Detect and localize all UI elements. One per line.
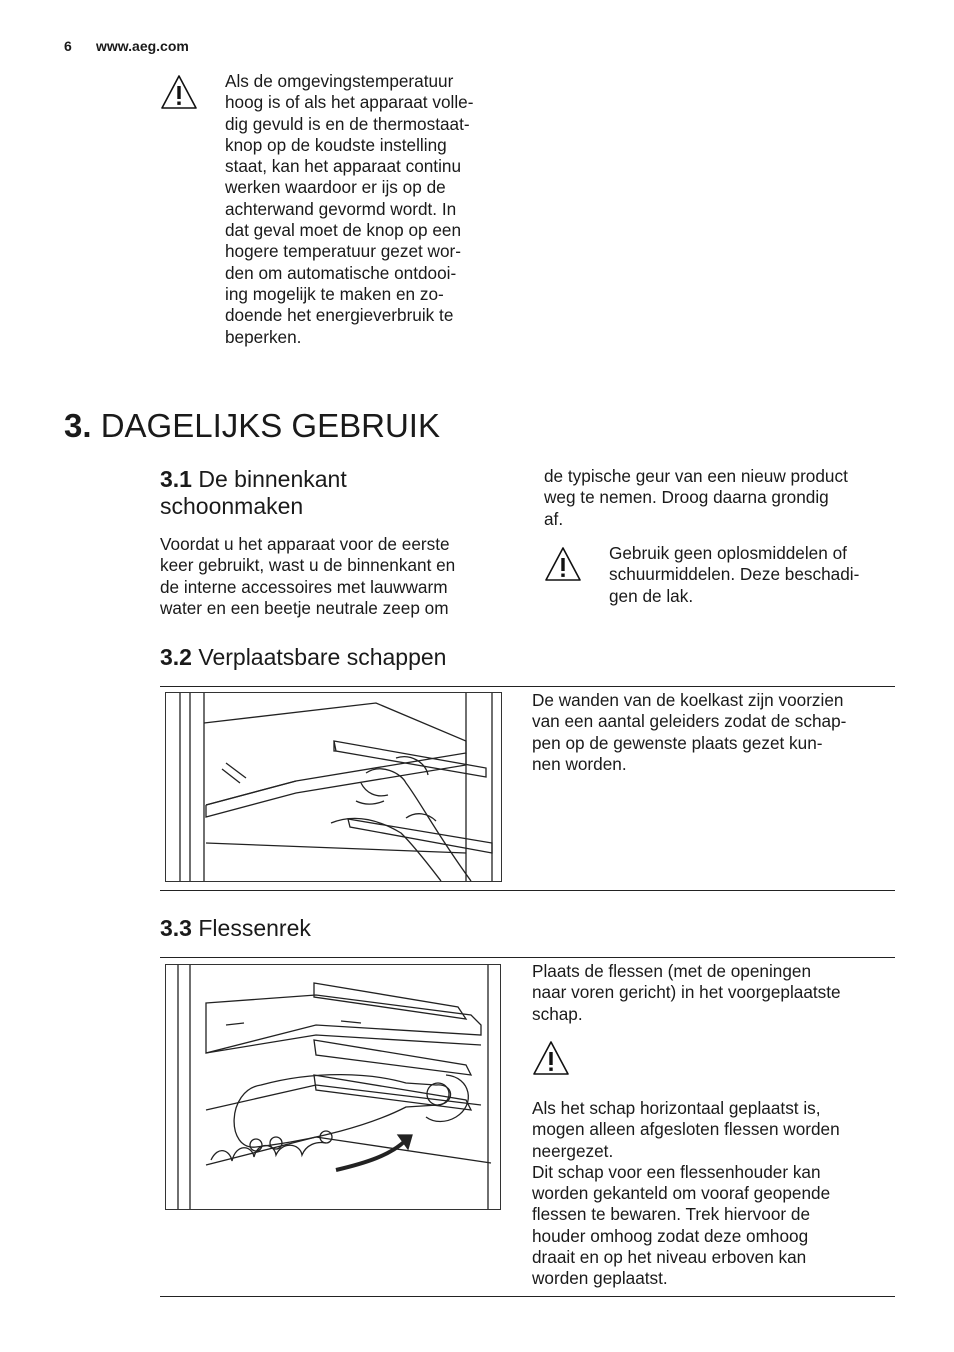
divider bbox=[160, 890, 895, 891]
chapter-number: 3. bbox=[64, 407, 92, 444]
chapter-title: 3. DAGELIJKS GEBRUIK bbox=[64, 407, 440, 444]
section-3-3-body: Als het schap horizontaal geplaatst is, mogen alleen afgesloten flessen worden neergezet. Dit schap voor een flessenhouder kan worden gekanteld om vooraf geopende flessen te bewaren. Trek hiervoor de houder omhoog zodat deze omhoog draait en op het niveau erboven kan worden geplaatst. bbox=[532, 1098, 840, 1289]
website-link[interactable]: www.aeg.com bbox=[96, 38, 189, 54]
warning-triangle-icon bbox=[532, 1040, 570, 1076]
section-3-1-body-continued: de typische geur van een nieuw product weg te nemen. Droog daarna grondig af. bbox=[544, 466, 848, 529]
warning-triangle-icon bbox=[160, 74, 198, 110]
divider bbox=[160, 686, 895, 687]
divider bbox=[160, 957, 895, 958]
section-3-1-body: Voordat u het apparaat voor de eerste keer gebruikt, wast u de binnenkant en de interne accessoires met lauwwarm water en een beetje neutrale zeep om bbox=[160, 534, 456, 618]
divider bbox=[160, 1296, 895, 1297]
section-3-2-title: 3.2 Verplaatsbare schappen bbox=[160, 644, 447, 670]
warning-triangle-icon bbox=[544, 546, 582, 582]
bottle-rack-illustration bbox=[165, 964, 501, 1210]
warning-top-text: Als de omgevingstemperatuur hoog is of als het apparaat volle- dig gevuld is en de thermostaat- knop op de koudste instelling staat, kan het apparaat continu werken waardoor er ijs op de achterwand gevormd wordt. In dat geval moet de knop op een hogere temperatuur gezet wor- den om automatische ontdooi- ing mogelijk te maken en zo- doende het energieverbruik te beperken. bbox=[225, 71, 474, 347]
section-3-2-body: De wanden van de koelkast zijn voorzien van een aantal geleiders zodat de schap- pen op de gewenste plaats gezet kun- nen worden. bbox=[532, 690, 847, 774]
section-3-3-intro: Plaats de flessen (met de openingen naar voren gericht) in het voorgeplaatste schap. bbox=[532, 961, 841, 1024]
section-3-1-warning-text: Gebruik geen oplosmiddelen of schuurmiddelen. Deze beschadi- gen de lak. bbox=[609, 543, 860, 606]
shelf-insertion-illustration bbox=[165, 692, 502, 882]
section-3-1-title: 3.1 De binnenkant schoonmaken bbox=[160, 466, 347, 519]
section-3-3-title: 3.3 Flessenrek bbox=[160, 915, 311, 941]
page-number: 6 bbox=[64, 38, 72, 54]
